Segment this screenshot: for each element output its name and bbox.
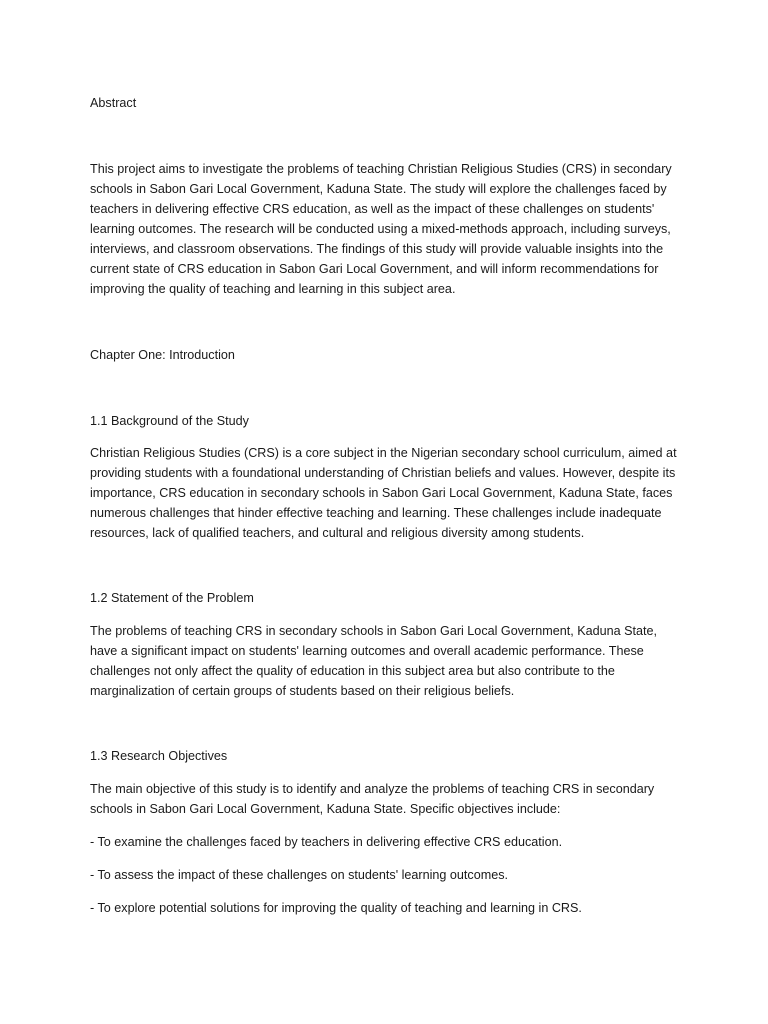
section-1-1-heading: 1.1 Background of the Study <box>90 414 249 428</box>
section-1-1-text: Christian Religious Studies (CRS) is a core subject in the Nigerian secondary school curriculum, aimed at providing students with a foundational understanding of Christian beliefs and values. However, despite its importance, CRS education in secondary schools in Sabon Gari Local Government, Kaduna State, faces numerous challenges that hinder effective teaching and learning. These challenges include inadequate resources, lack of qualified teachers, and cultural and religious diversity among students. <box>90 446 677 540</box>
section-1-3-heading: 1.3 Research Objectives <box>90 749 228 763</box>
abstract-heading: Abstract <box>90 96 137 110</box>
section-1-2-text: The problems of teaching CRS in secondary schools in Sabon Gari Local Government, Kaduna State, have a significant impact on students' learning outcomes and overall academic performance. These challenges not only affect the quality of education in this subject area but also contribute to the marginalization of certain groups of students based on their religious beliefs. <box>90 624 658 698</box>
section-1-3-text: The main objective of this study is to identify and analyze the problems of teaching CRS in secondary schools in Sabon Gari Local Government, Kaduna State. Specific objectives include: <box>90 782 655 816</box>
section-1-2-heading: 1.2 Statement of the Problem <box>90 591 254 605</box>
objective-item: - To assess the impact of these challenges on students' learning outcomes. <box>90 868 509 882</box>
abstract-text: This project aims to investigate the problems of teaching Christian Religious Studies (CRS) in secondary schools in Sabon Gari Local Government, Kaduna State. The study will explore the challenges faced by teachers in delivering effective CRS education, as well as the impact of these challenges on students' learning outcomes. The research will be conducted using a mixed-methods approach, including surveys, interviews, and classroom observations. The findings of this study will provide valuable insights into the current state of CRS education in Sabon Gari Local Government, and will inform recommendations for improving the quality of teaching and learning in this subject area. <box>90 162 672 296</box>
objective-item: - To explore potential solutions for improving the quality of teaching and learning in CRS. <box>90 901 582 915</box>
objective-item: - To examine the challenges faced by teachers in delivering effective CRS education. <box>90 835 563 849</box>
chapter-heading: Chapter One: Introduction <box>90 348 235 362</box>
document-page <box>90 93 680 918</box>
